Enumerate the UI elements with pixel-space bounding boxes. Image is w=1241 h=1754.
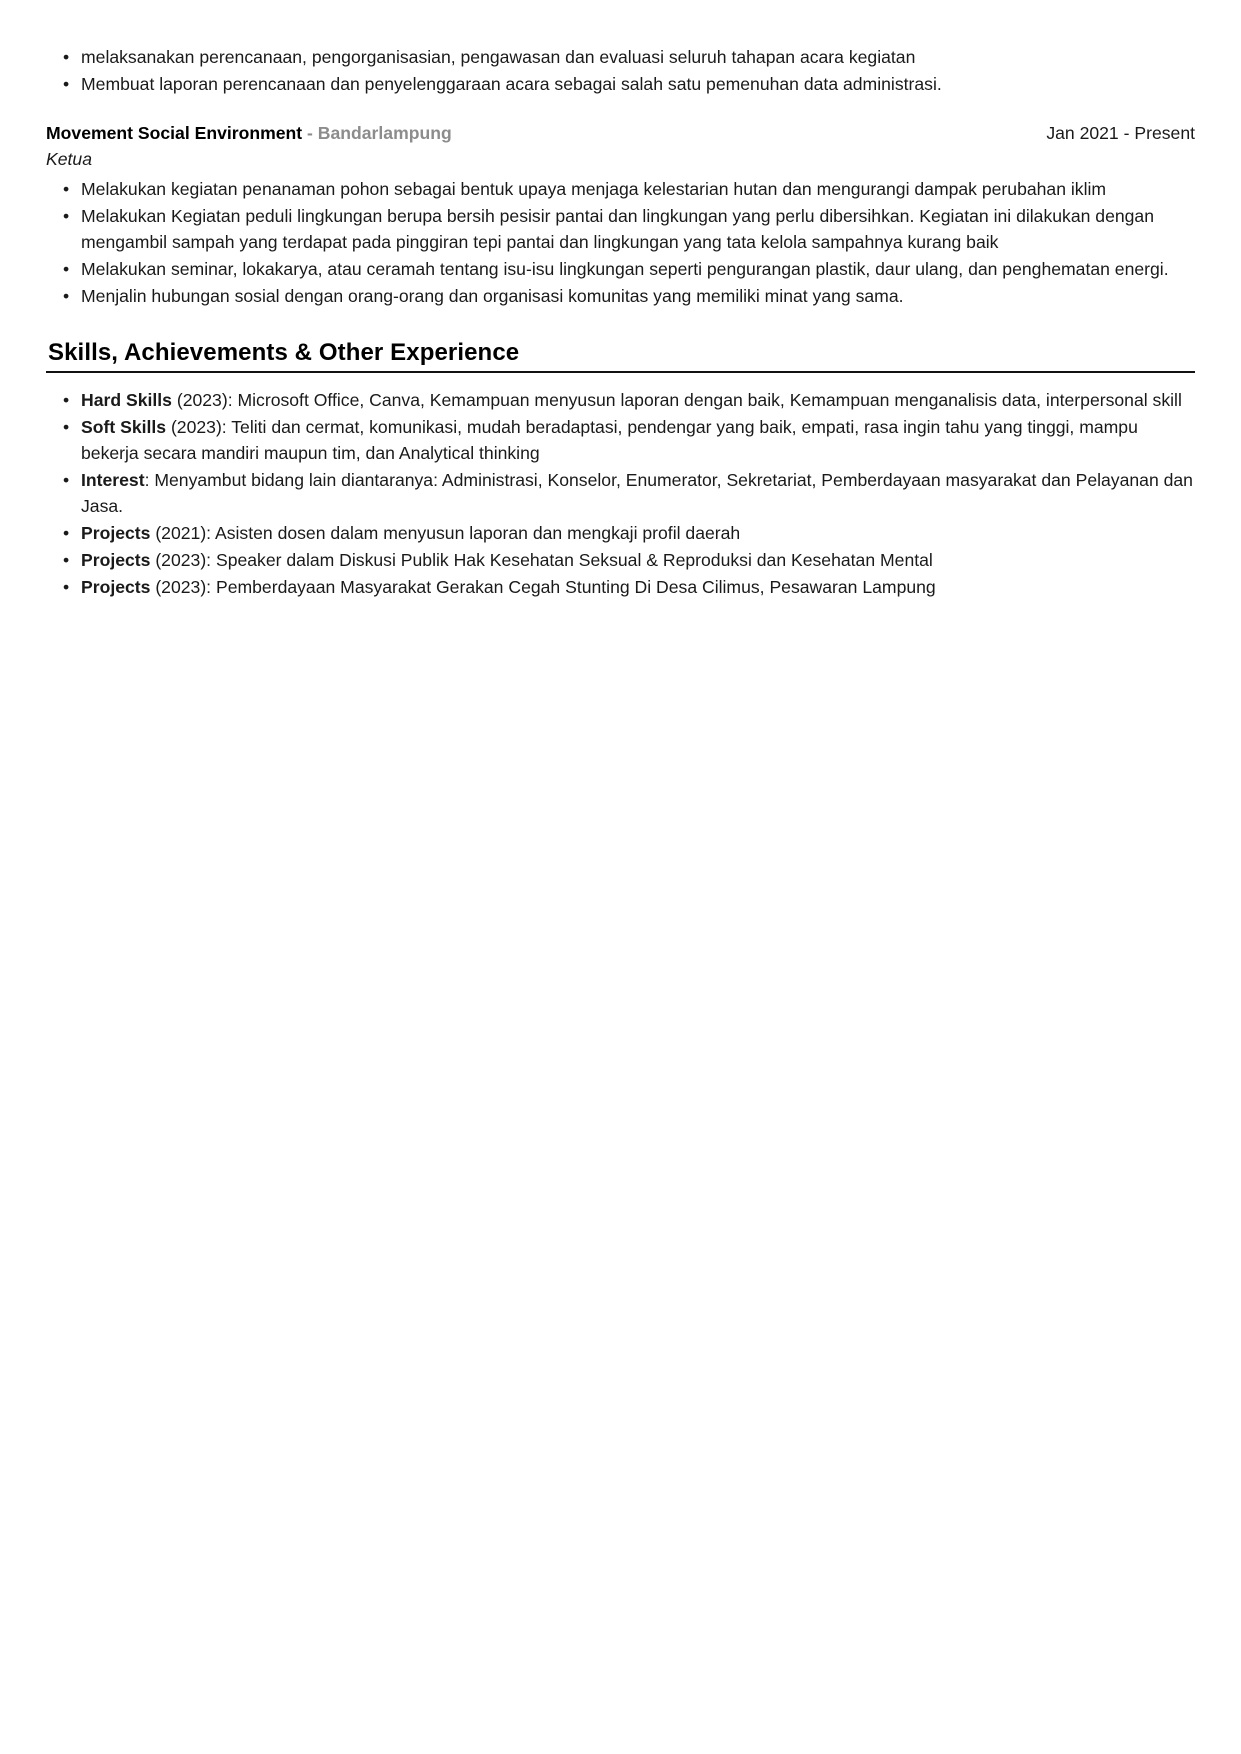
experience-date-range: Jan 2021 - Present	[1046, 123, 1195, 144]
item-lead-label: Interest	[81, 469, 145, 490]
experience-role-title: Ketua	[46, 148, 92, 169]
list-item: • Melakukan Kegiatan peduli lingkungan berupa bersih pesisir pantai dan lingkungan yang perlu dibersihkan. Kegiatan ini dilakukan dengan mengambil sampah yang terdapat pada pinggiran tepi pantai dan lingkungan yang tata kelola sampahnya kurang baik	[46, 203, 1195, 255]
list-item	[46, 547, 1195, 573]
section-title: Skills, Achievements & Other Experience	[48, 338, 520, 366]
list-item: • melaksanakan perencanaan, pengorganisasian, pengawasan dan evaluasi seluruh tahapan acara kegiatan	[46, 44, 1195, 70]
item-detail-text: (2023): Pemberdayaan Masyarakat Gerakan Cegah Stunting Di Desa Cilimus, Pesawaran Lampung	[150, 577, 936, 598]
item-detail-text: : Menyambut bidang lain diantaranya: Administrasi, Konselor, Enumerator, Sekretariat, Pemberdayaan masyarakat dan Pelayanan dan Jasa.	[81, 469, 1193, 516]
item-lead-label: Hard Skills	[81, 389, 172, 410]
list-item	[46, 414, 1195, 466]
continued-bullet-list	[46, 44, 1195, 97]
list-item: • Melakukan seminar, lokakarya, atau ceramah tentang isu-isu lingkungan seperti pengurangan plastik, daur ulang, dan penghematan energi.	[46, 256, 1195, 282]
item-lead-label: Soft Skills	[81, 416, 167, 437]
skills-section	[46, 339, 1195, 600]
list-item: • Melakukan kegiatan penanaman pohon sebagai bentuk upaya menjaga kelestarian hutan dan mengurangi dampak perubahan iklim	[46, 176, 1195, 202]
item-lead-label: Projects	[81, 523, 151, 543]
list-item: • Menjalin hubungan sosial dengan orang-orang dan organisasi komunitas yang memiliki minat yang sama.	[46, 283, 1195, 309]
item-detail-text: (2023): Teliti dan cermat, komunikasi, mudah beradaptasi, pendengar yang baik, empati, rasa ingin tahu yang tinggi, mampu bekerja secara mandiri maupun tim, dan Analytical thinking	[81, 416, 1138, 463]
list-item	[46, 387, 1195, 413]
item-lead-label: Projects	[81, 577, 151, 598]
item-detail-text: (2021): Asisten dosen dalam menyusun laporan dan mengkaji profil daerah	[150, 523, 741, 543]
list-item	[46, 574, 1195, 600]
list-item: • Membuat laporan perencanaan dan penyelenggaraan acara sebagai salah satu pemenuhan data administrasi.	[46, 71, 1195, 97]
organization-location: Bandarlampung	[317, 123, 452, 144]
experience-bullet-list	[46, 176, 1195, 309]
section-divider	[46, 371, 1195, 373]
list-item	[46, 467, 1195, 519]
item-lead-label: Projects	[81, 550, 151, 571]
item-detail-text: (2023): Speaker dalam Diskusi Publik Hak Kesehatan Seksual & Reproduksi dan Kesehatan Mental	[150, 550, 933, 571]
experience-entry-header	[46, 121, 1195, 146]
skills-bullet-list	[46, 387, 1195, 600]
organization-separator: -	[302, 123, 318, 144]
organization-line	[46, 121, 452, 146]
organization-name: Movement Social Environment	[46, 123, 303, 144]
list-item	[46, 520, 1195, 546]
experience-entry	[46, 121, 1195, 309]
item-detail-text: (2023): Microsoft Office, Canva, Kemampuan menyusun laporan dengan baik, Kemampuan menganalisis data, interpersonal skill	[171, 389, 1182, 410]
